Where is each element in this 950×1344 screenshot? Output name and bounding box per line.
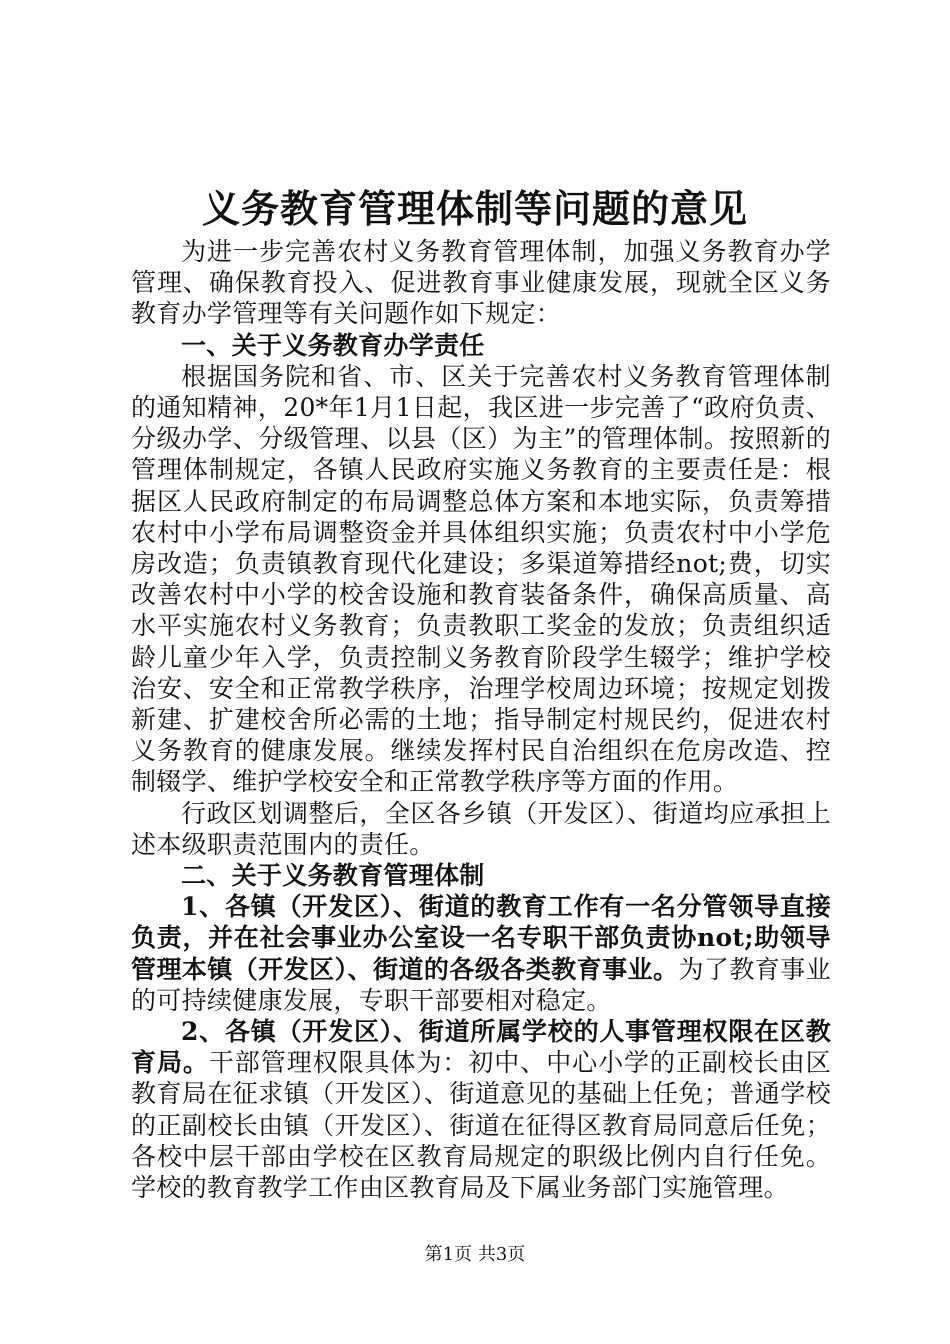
item-1-text: 为了教育事业的可持续健康发展，专职干部要相对稳定。 bbox=[131, 954, 831, 1015]
item-2-paragraph bbox=[131, 1016, 831, 1203]
section-1-paragraph: 根据国务院和省、市、区关于完善农村义务教育管理体制的通知精神，20*年1月1日起，我区进一步完善了“政府负责、分级办学、分级管理、以县（区）为主”的管理体制。按照新的管理体制规定，各镇人民政府实施义务教育的主要责任是：根据区人民政府制定的布局调整总体方案和本地实际，负责筹措农村中小学布局调整资金并具体组织实施；负责农村中小学危房改造；负责镇教育现代化建设；多渠道筹措经not;费，切实改善农村中小学的校舍设施和教育装备条件，确保高质量、高水平实施农村义务教育；负责教职工奖金的发放；负责组织适龄儿童少年入学，负责控制义务教育阶段学生辍学；维护学校治安、安全和正常教学秩序，治理学校周边环境；按规定划拨新建、扩建校舍所必需的土地；指导制定村规民约，促进农村义务教育的健康发展。继续发挥村民自治组织在危房改造、控制辍学、维护学校安全和正常教学秩序等方面的作用。 bbox=[131, 361, 831, 797]
section-heading-2: 二、关于义务教育管理体制 bbox=[181, 861, 485, 891]
intro-paragraph: 为进一步完善农村义务教育管理体制，加强义务教育办学管理、确保教育投入、促进教育事业健康发展，现就全区义务教育办学管理等有关问题作如下规定： bbox=[131, 237, 831, 329]
item-1-lead: 1、各镇（开发区）、街道的教育工作有一名分管领导直接负责，并在社会事业办公室设一名专职干部负责协not;助领导管理本镇（开发区）、街道的各级各类教育事业。 bbox=[131, 892, 831, 984]
document-body bbox=[131, 236, 831, 1203]
item-2-text: 干部管理权限具体为：初中、中心小学的正副校长由区教育局在征求镇（开发区）、街道意见的基础上任免；普通学校的正副校长由镇（开发区）、街道在征得区教育局同意后任免；各校中层干部由学校在区教育局规定的职级比例内自行任免。学校的教育教学工作由区教育局及下属业务部门实施管理。 bbox=[131, 1048, 832, 1203]
section-1-note-paragraph: 行政区划调整后，全区各乡镇（开发区）、街道均应承担上述本级职责范围内的责任。 bbox=[131, 798, 831, 859]
document-title: 义务教育管理体制等问题的意见 bbox=[201, 186, 748, 231]
item-2-lead: 2、各镇（开发区）、街道所属学校的人事管理权限在区教育局。 bbox=[131, 1017, 831, 1078]
page-footer: 第1页 共3页 bbox=[424, 1244, 526, 1265]
item-1-paragraph bbox=[131, 891, 831, 1016]
section-heading-1: 一、关于义务教育办学责任 bbox=[181, 330, 485, 360]
